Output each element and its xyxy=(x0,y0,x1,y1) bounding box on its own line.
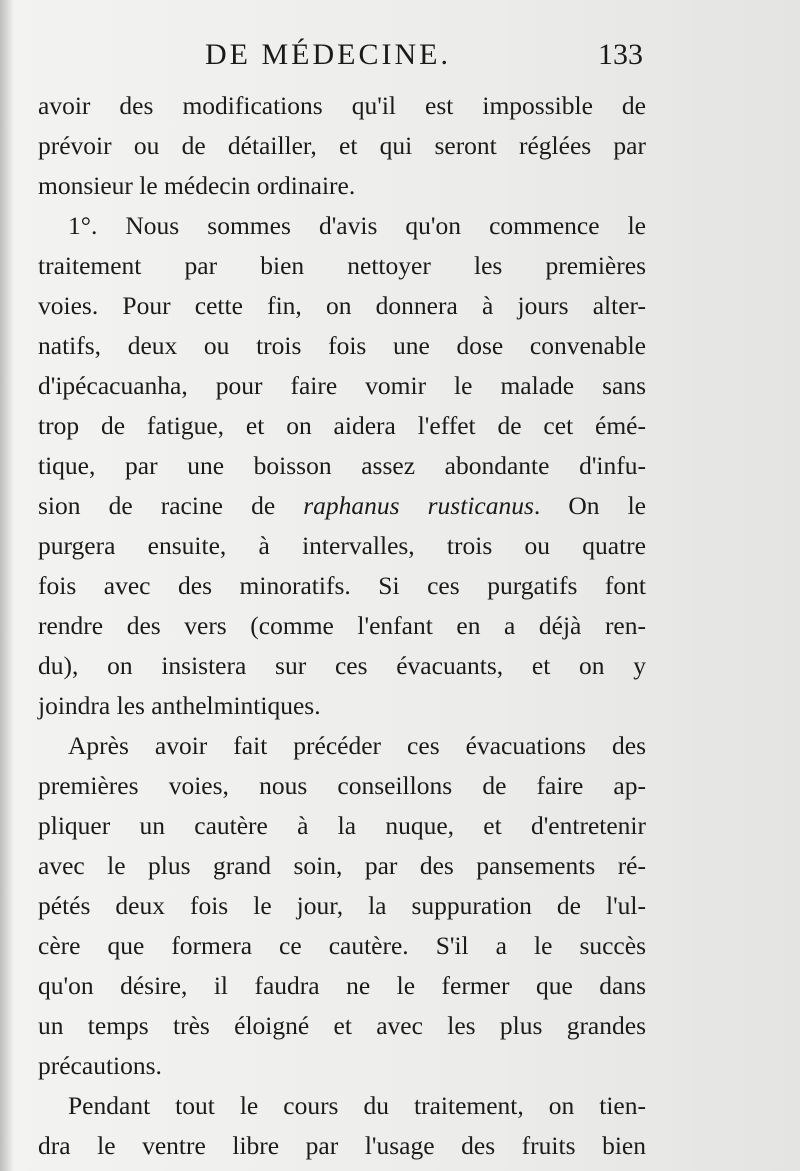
text-line: qu'on désire, il faudra ne le fermer que dans xyxy=(38,971,646,1000)
text-line: avoir des modifications qu'il est impossible de xyxy=(38,91,646,120)
text-line: d'ipécacuanha, pour faire vomir le malade sans xyxy=(38,371,646,400)
text-line: un temps très éloigné et avec les plus grandes xyxy=(38,1011,646,1040)
text-line: monsieur le médecin ordinaire. xyxy=(38,171,356,200)
text-line: voies. Pour cette fin, on donnera à jours alter- xyxy=(38,291,646,320)
page-number: 133 xyxy=(598,38,643,71)
body-text xyxy=(38,86,646,1166)
text-line: rendre des vers (comme l'enfant en a déjà ren- xyxy=(38,611,646,640)
text-line: précautions. xyxy=(38,1051,162,1080)
text-line: Pendant tout le cours du traitement, on tien- xyxy=(68,1091,646,1120)
text-line: traitement par bien nettoyer les premières xyxy=(38,251,646,280)
latin-name: raphanus rusticanus xyxy=(303,491,534,520)
text-line: 1°. Nous sommes d'avis qu'on commence le xyxy=(68,211,646,240)
text-line: avec le plus grand soin, par des pansements ré- xyxy=(38,851,646,880)
page-edge-shadow xyxy=(0,0,14,1171)
text-line xyxy=(38,486,646,526)
running-title: DE MÉDECINE. xyxy=(205,38,451,71)
text-segment: sion de racine de xyxy=(38,491,304,520)
text-line: fois avec des minoratifs. Si ces purgatifs font xyxy=(38,571,646,600)
text-line: prévoir ou de détailler, et qui seront réglées par xyxy=(38,131,646,160)
text-line: dra le ventre libre par l'usage des fruits bien xyxy=(38,1131,646,1160)
text-line: cère que formera ce cautère. S'il a le succès xyxy=(38,931,646,960)
text-line: purgera ensuite, à intervalles, trois ou quatre xyxy=(38,531,646,560)
text-line: trop de fatigue, et on aidera l'effet de cet émé- xyxy=(38,411,646,440)
text-line: joindra les anthelmintiques. xyxy=(38,691,321,720)
text-line: du), on insistera sur ces évacuants, et on y xyxy=(38,651,646,680)
text-line: pétés deux fois le jour, la suppuration de l'ul- xyxy=(38,891,646,920)
text-line: tique, par une boisson assez abondante d'infu- xyxy=(38,451,646,480)
text-line: pliquer un cautère à la nuque, et d'entretenir xyxy=(38,811,646,840)
text-line: premières voies, nous conseillons de faire ap- xyxy=(38,771,646,800)
text-segment: . On le xyxy=(533,491,646,520)
text-line: natifs, deux ou trois fois une dose convenable xyxy=(38,331,646,360)
running-head xyxy=(0,38,800,82)
text-line: Après avoir fait précéder ces évacuations des xyxy=(68,731,646,760)
